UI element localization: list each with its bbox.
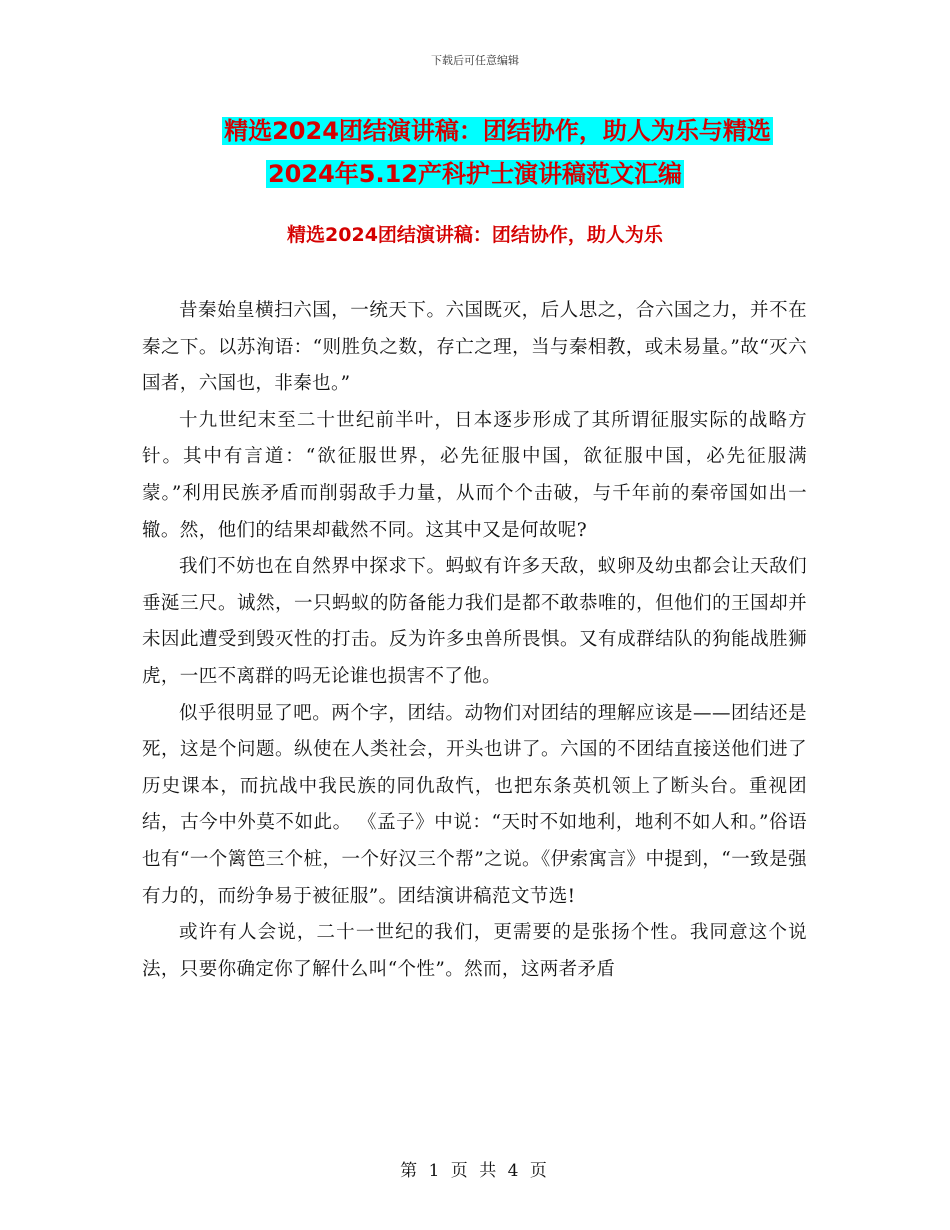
title-line-2: 2024年5.12产科护士演讲稿范文汇编 [267, 160, 682, 188]
title-line-1: 精选2024团结演讲稿：团结协作，助人为乐与精选 [224, 117, 771, 145]
paragraph: 似乎很明显了吧。两个字，团结。动物们对团结的理解应该是——团结还是死，这是个问题。纵使在人类社会，开头也讲了。六国的不团结直接送他们进了历史课本，而抗战中我民族的同仇敌忾，也把东条英机领上了断头台。重视团结，古今中外莫不如此。 《孟子》中说：“天时不如地利，地利不如人和。”俗语也有“一个篱笆三个桩，一个好汉三个帮”之说。《伊索寓言》中提到，“一致是强有力的，而纷争易于被征服”。团结演讲稿范文节选! [142, 702, 807, 907]
page-footer: 第 1 页 共 4 页 [400, 1161, 550, 1181]
paragraph: 十九世纪末至二十世纪前半叶，日本逐步形成了其所谓征服实际的战略方针。其中有言道：“欲征服世界，必先征服中国，欲征服中国，必先征服满蒙。”利用民族矛盾而削弱敌手力量，从而个个击破，与千年前的秦帝国如出一辙。然，他们的结果却截然不同。这其中又是何故呢? [142, 409, 807, 541]
paragraph: 我们不妨也在自然界中探求下。蚂蚁有许多天敌，蚁卵及幼虫都会让天敌们垂涎三尺。诚然，一只蚂蚁的防备能力我们是都不敢恭唯的，但他们的王国却并未因此遭受到毁灭性的打击。反为许多虫兽所畏惧。又有成群结队的狗能战胜狮虎，一匹不离群的吗无论谁也损害不了他。 [142, 556, 807, 687]
document-title [0, 110, 950, 196]
body-text [142, 293, 807, 988]
section-subtitle: 精选2024团结演讲稿：团结协作，助人为乐 [287, 224, 663, 246]
paragraph: 或许有人会说，二十一世纪的我们，更需要的是张扬个性。我同意这个说法，只要你确定你了解什么叫“个性”。然而，这两者矛盾 [142, 922, 807, 980]
page-header-note: 下载后可任意编辑 [431, 54, 519, 67]
paragraph: 昔秦始皇横扫六国，一统天下。六国既灭，后人思之，合六国之力，并不在秦之下。以苏洵语：“则胜负之数，存亡之理，当与秦相教，或未易量。”故“灭六国者，六国也，非秦也。” [142, 300, 807, 395]
